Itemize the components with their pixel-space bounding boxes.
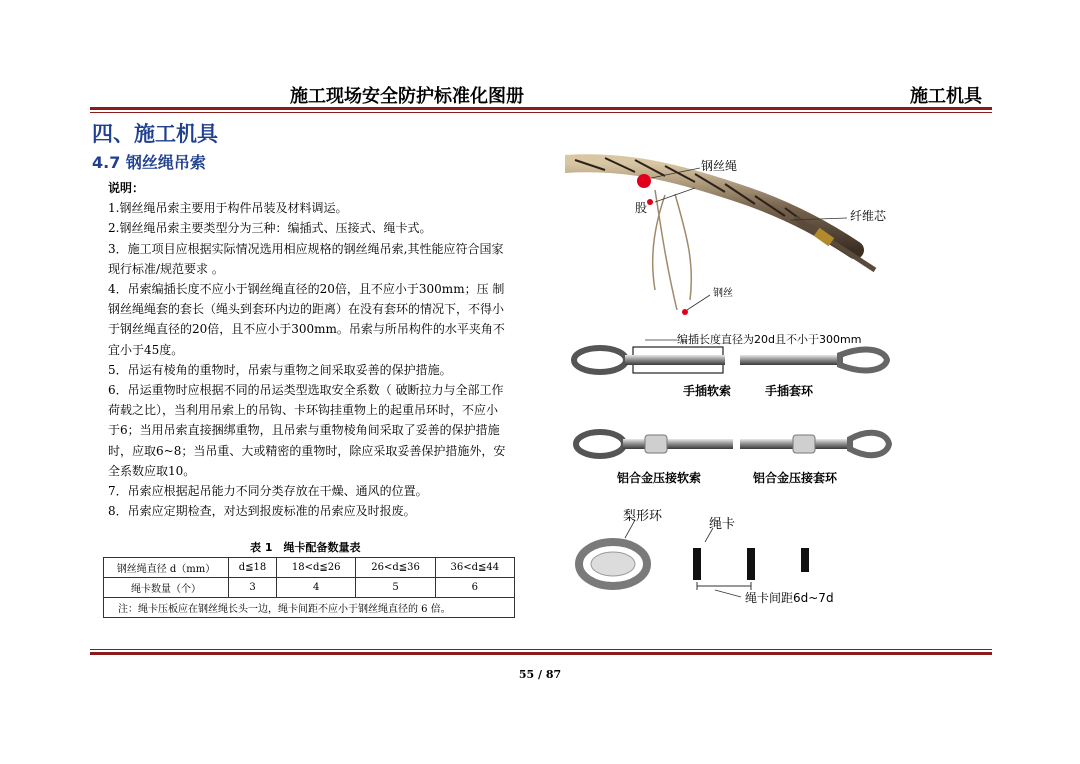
note-item: 4．吊索编插长度不应小于钢丝绳直径的20倍，且不应小于300mm；压 制钢丝绳绳套的套长（绳头到套环内边的距离）在没有套环的情况下，不得小于钢丝绳直径的20倍，且不应小于300mm。吊索与所吊构件的水平夹角不宜小于45度。 [108,282,505,357]
document-title: 施工现场安全防护标准化图册 [290,86,524,107]
table-cell: 6 [435,578,514,598]
label-strand: 股 [635,201,648,215]
alu-pressed-thimble-illustration [740,433,889,455]
hand-spliced-thimble-illustration [740,350,887,371]
table-cell: 绳卡数量（个） [104,578,229,598]
wire-rope-figure [565,150,925,620]
table-note: 注：绳卡压板应在钢丝绳长头一边，绳卡间距不应小于钢丝绳直径的 6 倍。 [104,598,515,618]
table-caption: 表 1 绳卡配备数量表 [250,541,361,554]
label-fiber-core: 纤维芯 [850,209,887,223]
label-alu-pressed-thimble: 铝合金压接套环 [753,471,838,485]
label-hand-spliced-thimble: 手插套环 [765,384,814,398]
notes-block [108,178,508,521]
table-row [104,558,515,578]
label-wire-rope: 钢丝绳 [701,159,738,173]
label-wire: 钢丝 [713,288,733,299]
note-item: 6．吊运重物时应根据不同的吊运类型选取安全系数（ 破断拉力与全部工作荷载之比），当利用吊索上的吊钩、卡环钩挂重物上的起重吊环时，不应小于6；当用吊索直接捆绑重物，且吊索与重物棱角间采取了妥善的保护措施时，应取6~8；当吊重、大或精密的重物时，除应采取妥善保护措施外，安全系数应取10。 [108,383,506,478]
label-clip: 绳卡 [709,517,736,532]
label-alu-pressed-soft: 铝合金压接软索 [617,471,702,485]
note-item: 5．吊运有棱角的重物时，吊索与重物之间采取妥善的保护措施。 [108,362,452,377]
footer-rule [90,652,992,655]
clip-quantity-table [103,557,515,618]
table-cell: 4 [277,578,356,598]
table-cell: 36<d≦44 [435,558,514,578]
splice-length-note: 编插长度直径为20d且不小于300mm [677,333,862,346]
label-clip-spacing: 绳卡间距6d~7d [745,591,834,605]
table-cell: 18<d≦26 [277,558,356,578]
table-cell: d≦18 [229,558,277,578]
note-item: 3．施工项目应根据实际情况选用相应规格的钢丝绳吊索,其性能应符合国家现行标准/规范要求 。 [108,241,504,276]
table-row [104,578,515,598]
hand-spliced-soft-illustration [574,348,725,372]
page-number: 55 / 87 [518,668,562,681]
subsection-title: 4.7 钢丝绳吊索 [92,153,206,172]
table-cell: 5 [356,578,435,598]
note-item: 8．吊索应定期检查，对达到报废标准的吊索应及时报废。 [108,504,416,519]
header-rule-thin [90,112,992,113]
table-cell: 26<d≦36 [356,558,435,578]
label-thimble: 梨形环 [623,509,663,524]
note-item: 7．吊索应根据起吊能力不同分类存放在干燥、通风的位置。 [108,484,428,499]
notes-label: 说明： [108,181,145,195]
footer-rule-thin [90,649,992,650]
note-item: 2.钢丝绳吊索主要类型分为三种：编插式、压接式、绳卡式。 [108,221,432,236]
note-item: 1.钢丝绳吊索主要用于构件吊装及材料调运。 [108,201,348,216]
table-cell: 3 [229,578,277,598]
section-title: 四、施工机具 [92,122,218,146]
table-row [104,598,515,618]
table-cell: 钢丝绳直径 d（mm） [104,558,229,578]
label-hand-spliced-soft: 手插软索 [683,384,732,398]
chapter-label: 施工机具 [910,86,982,107]
header-rule [90,107,992,110]
alu-pressed-soft-illustration [576,432,733,456]
